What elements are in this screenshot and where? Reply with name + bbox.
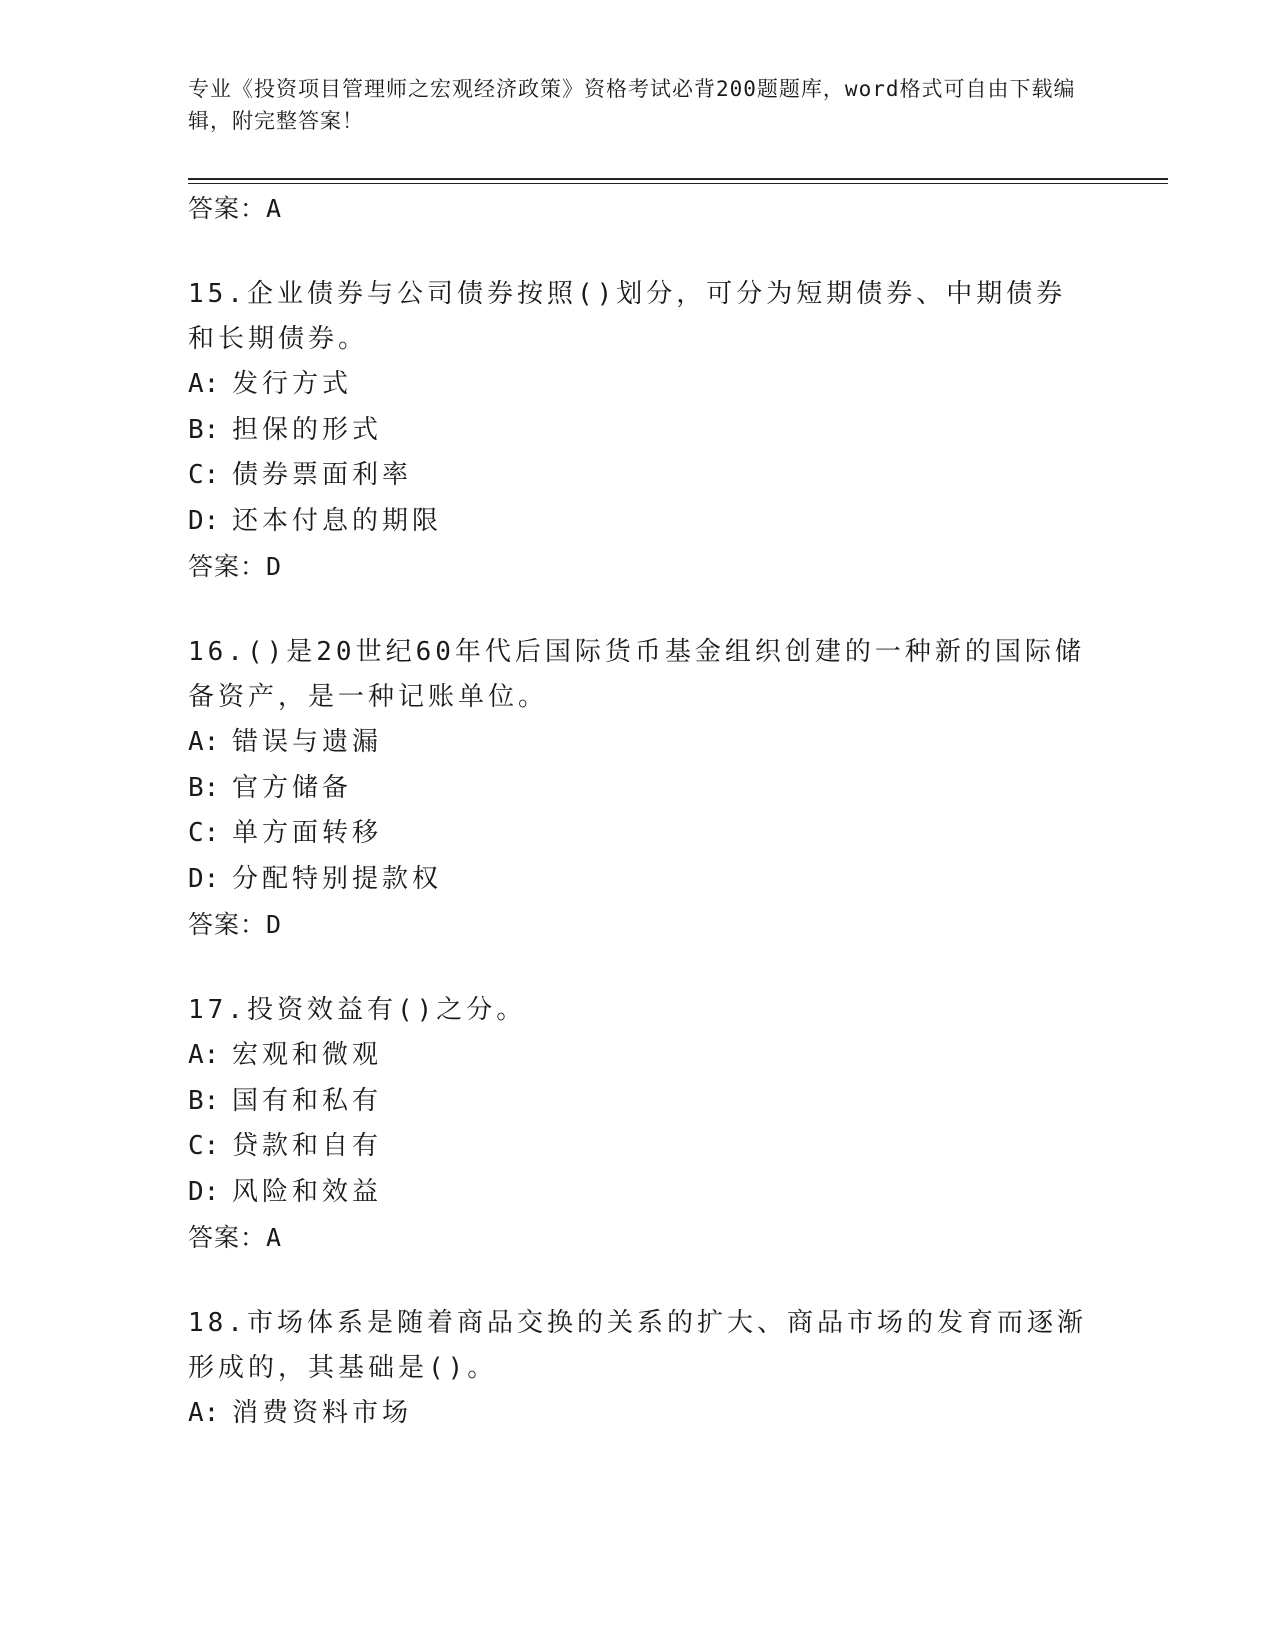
option-letter: A: [188,1040,220,1070]
option-text: 单方面转移 [232,818,383,848]
option-letter: A: [188,727,220,757]
answer-line: 答案：D [188,910,283,939]
option-letter: B: [188,414,220,445]
option-letter: D: [188,863,220,894]
option-d [188,499,1088,545]
question-list [188,186,1088,1437]
option-text: 宏观和微观 [232,1040,383,1070]
option-c [188,811,1088,857]
option-letter: B: [188,772,220,803]
option-text: 贷款和自有 [232,1131,383,1161]
question-stem: 15.企业债券与公司债券按照()划分，可分为短期债券、中期债券和长期债券。 [188,279,1067,354]
question-stem: 17.投资效益有()之分。 [188,995,527,1025]
option-d [188,1170,1088,1216]
option-b [188,1079,1088,1125]
question-block [188,630,1088,948]
option-text: 国有和私有 [232,1085,383,1116]
option-letter: A: [188,1398,220,1428]
question-stem: 16.()是20世纪60年代后国际货币基金组织创建的一种新的国际储备资产，是一种记账单位。 [188,637,1085,712]
option-text: 分配特别提款权 [232,863,443,894]
header-divider-thin [188,183,1168,184]
option-letter: B: [188,1085,220,1116]
option-text: 债券票面利率 [232,460,413,490]
option-a [188,1391,1088,1437]
option-text: 官方储备 [232,772,353,803]
option-letter: C: [188,460,220,490]
option-letter: D: [188,505,220,536]
option-text: 错误与遗漏 [232,727,383,757]
question-block [188,988,1088,1261]
option-c [188,453,1088,499]
header-divider [188,178,1168,180]
previous-answer: 答案：A [188,194,283,223]
question-stem: 18.市场体系是随着商品交换的关系的扩大、商品市场的发育而逐渐形成的，其基础是()。 [188,1308,1087,1383]
spacer [188,1261,1088,1301]
option-b [188,408,1088,454]
question-block [188,1301,1088,1437]
option-letter: C: [188,818,220,848]
option-c [188,1124,1088,1170]
option-d [188,857,1088,903]
answer-line: 答案：D [188,552,283,581]
option-text: 风险和效益 [232,1176,383,1207]
question-block [188,272,1088,590]
option-a [188,362,1088,408]
document-header: 专业《投资项目管理师之宏观经济政策》资格考试必背200题题库，word格式可自由下载编辑，附完整答案！ [188,77,1076,133]
option-text: 担保的形式 [232,414,383,445]
answer-line: 答案：A [188,1223,283,1252]
option-a [188,720,1088,766]
option-text: 发行方式 [232,369,353,399]
option-letter: D: [188,1176,220,1207]
option-text: 消费资料市场 [232,1398,413,1428]
spacer [188,948,1088,988]
option-b [188,766,1088,812]
option-a [188,1033,1088,1079]
option-letter: C: [188,1131,220,1161]
spacer [188,590,1088,630]
option-text: 还本付息的期限 [232,505,443,536]
spacer [188,232,1088,272]
option-letter: A: [188,369,220,399]
